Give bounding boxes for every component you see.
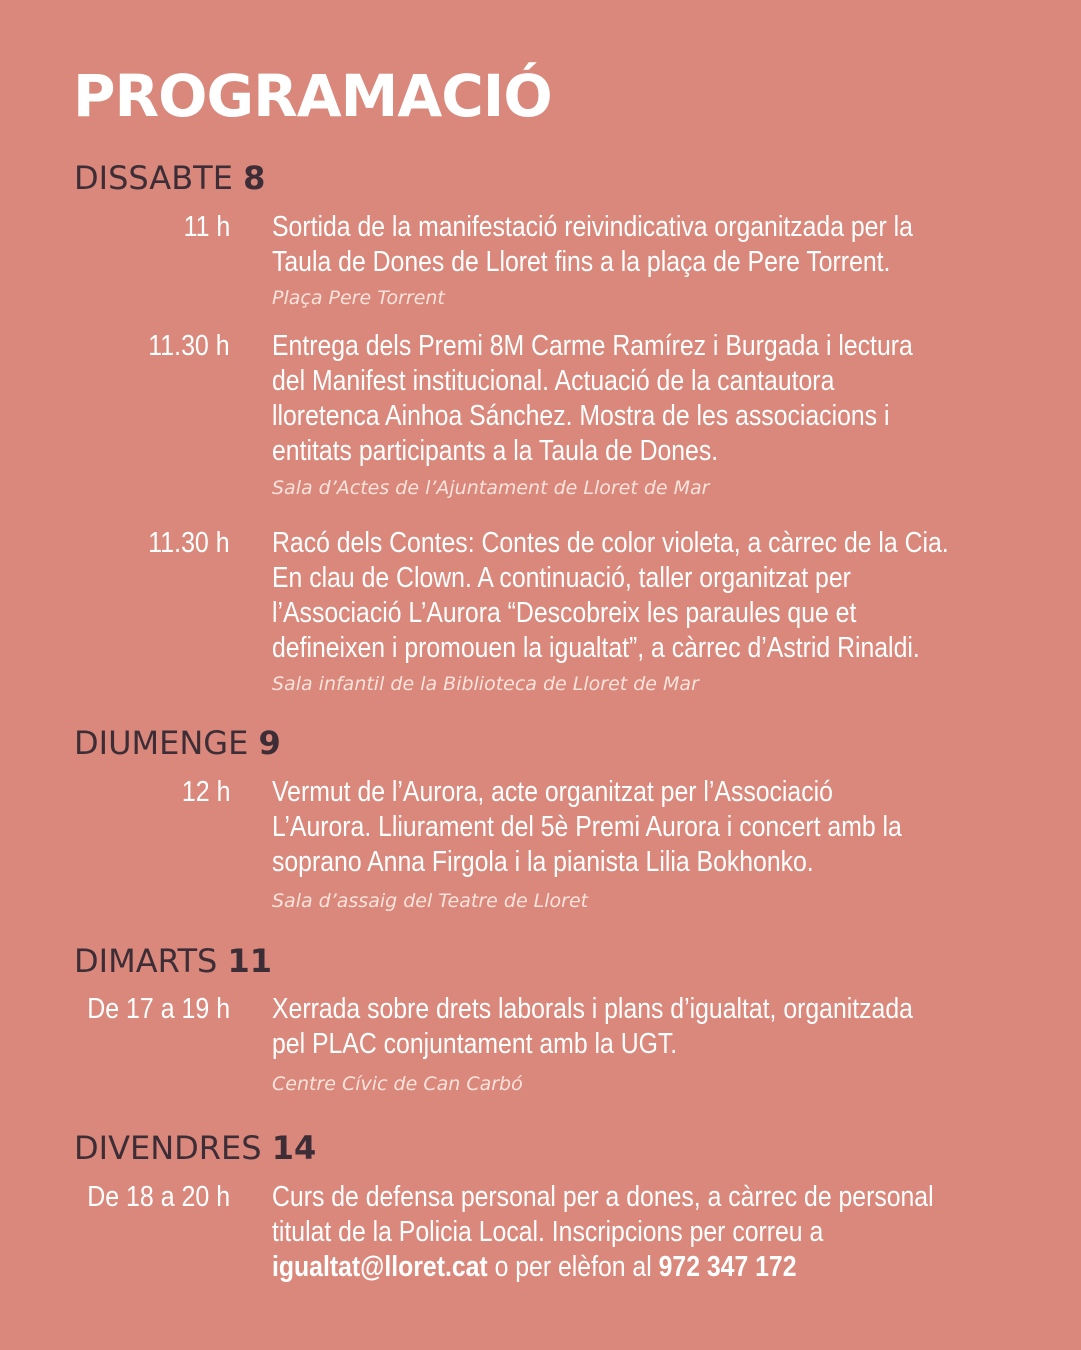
- day-label: DIMARTS: [74, 942, 218, 980]
- day-heading-tuesday: [74, 941, 272, 981]
- event-description: [272, 1180, 1007, 1285]
- day-heading-saturday: [74, 158, 265, 198]
- description-line: Racó dels Contes: Contes de color violeta, a càrrec de la Cia.: [272, 527, 949, 559]
- event-venue: Plaça Pere Torrent: [272, 287, 445, 309]
- event-time: 11.30 h: [148, 330, 230, 362]
- phone-number[interactable]: 972 347 172: [658, 1251, 797, 1283]
- day-number: 11: [227, 942, 273, 980]
- event-description: [272, 210, 1007, 280]
- description-line: Vermut de l’Aurora, acte organitzat per l’Associació: [272, 776, 833, 808]
- page-title: PROGRAMACIÓ: [73, 62, 552, 130]
- description-line: l’Associació L’Aurora “Descobreix les paraules que et: [272, 597, 857, 629]
- event-description: [272, 526, 1007, 666]
- description-line: Sortida de la manifestació reivindicativa organitzada per la: [272, 211, 913, 243]
- event-venue: Sala d’assaig del Teatre de Lloret: [272, 890, 589, 912]
- description-line: L’Aurora. Lliurament del 5è Premi Aurora i concert amb la: [272, 811, 902, 843]
- day-number: 14: [271, 1129, 317, 1167]
- event-time: De 18 a 20 h: [87, 1181, 230, 1213]
- day-heading-sunday: [74, 723, 281, 763]
- event-venue: Sala d’Actes de l’Ajuntament de Lloret de Mar: [272, 477, 710, 499]
- day-number: 8: [243, 159, 266, 197]
- day-number: 9: [258, 724, 281, 762]
- description-line: entitats participants a la Taula de Dones.: [272, 435, 719, 467]
- description-line: En clau de Clown. A continuació, taller organitzat per: [272, 562, 851, 594]
- day-heading-friday: [74, 1128, 316, 1168]
- event-description: [272, 992, 1007, 1062]
- description-line: Xerrada sobre drets laborals i plans d’igualtat, organitzada: [272, 993, 913, 1025]
- event-time: 11.30 h: [148, 527, 230, 559]
- description-line: del Manifest institucional. Actuació de la cantautora: [272, 365, 835, 397]
- email-link[interactable]: igualtat@lloret.cat: [272, 1251, 488, 1283]
- day-label: DIVENDRES: [74, 1129, 262, 1167]
- event-description: [272, 329, 1007, 469]
- event-time: 12 h: [181, 776, 230, 808]
- description-line: Curs de defensa personal per a dones, a càrrec de personal: [272, 1181, 934, 1213]
- event-description: [272, 775, 1007, 880]
- day-label: DISSABTE: [74, 159, 233, 197]
- description-line: Taula de Dones de Lloret fins a la plaça de Pere Torrent.: [272, 246, 891, 278]
- day-label: DIUMENGE: [74, 724, 249, 762]
- description-line: defineixen i promouen la igualtat”, a càrrec d’Astrid Rinaldi.: [272, 632, 920, 664]
- event-venue: Centre Cívic de Can Carbó: [272, 1073, 523, 1095]
- description-line: pel PLAC conjuntament amb la UGT.: [272, 1028, 678, 1060]
- description-line: titulat de la Policia Local. Inscripcions per correu a: [272, 1216, 824, 1248]
- description-line: lloretenca Ainhoa Sánchez. Mostra de les associacions i: [272, 400, 890, 432]
- event-time: 11 h: [183, 211, 230, 243]
- contact-connector: o per elèfon al: [487, 1251, 659, 1283]
- description-line: soprano Anna Firgola i la pianista Lilia Bokhonko.: [272, 846, 814, 878]
- description-line: Entrega dels Premi 8M Carme Ramírez i Burgada i lectura: [272, 330, 913, 362]
- event-time: De 17 a 19 h: [87, 993, 230, 1025]
- contact-line: [272, 1250, 1007, 1285]
- event-venue: Sala infantil de la Biblioteca de Lloret de Mar: [272, 673, 699, 695]
